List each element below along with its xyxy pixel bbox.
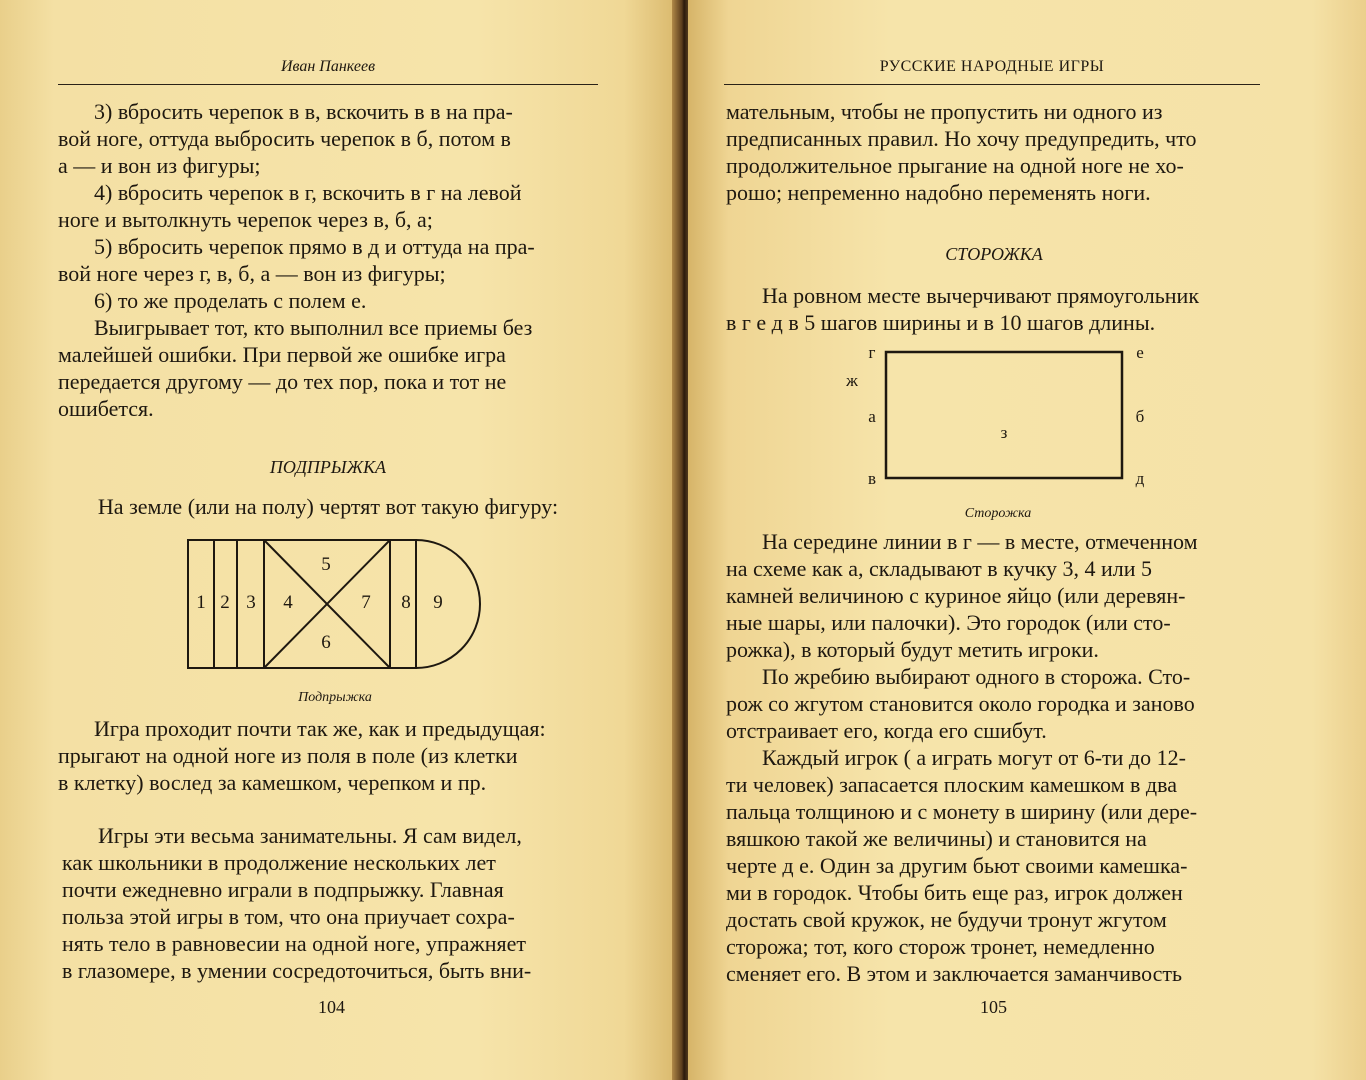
figure-arc [416,540,480,668]
text-line: ные шары, или палочки). Это городок (или сто- [726,610,1171,635]
figure-caption: Подпрыжка [298,690,372,705]
text-line: На ровном месте вычерчивают прямоугольник [762,283,1200,308]
figure-label: 1 [196,592,206,613]
figure-label: г [868,343,876,362]
text-line: рошо; непременно надобно переменять ноги. [726,180,1151,205]
storozhka-figure [848,338,1158,498]
section-heading: СТОРОЖКА [945,244,1043,264]
left-bottom-text [62,822,605,984]
figure-label: ж [846,371,858,390]
text-line: вяшкою такой же величины) и становится на [726,826,1147,851]
page-number: 105 [980,997,1007,1017]
page-number: 104 [318,997,345,1017]
text-line: пальца толщиною и с монету в ширину (или дере- [726,799,1198,824]
podpryzhka-figure [180,530,490,680]
text-line: отстраивает его, когда его сшибут. [726,718,1047,743]
text-line: ми в городок. Чтобы бить еще раз, игрок должен [726,880,1183,905]
text-line: почти ежедневно играли в подпрыжку. Главная [62,877,504,902]
text-line: рожка), в который будут метить игроки. [726,637,1099,662]
section-heading: ПОДПРЫЖКА [269,457,387,477]
right-page [688,0,1366,1080]
text-line: На земле (или на полу) чертят вот такую фигуру: [97,494,559,519]
text-line: в г е д в 5 шагов ширины и в 10 шагов длины. [726,310,1156,335]
figure-label: 3 [246,592,256,613]
text-line: достать свой кружок, не будучи тронут жгутом [726,907,1167,932]
figure-label: д [1135,469,1145,488]
figure-label: в [867,469,877,488]
right-bottom-text [726,528,1264,987]
text-line: прыгают на одной ноге из поля в поле (из клетки [58,743,518,768]
text-line: Игра проходит почти так же, как и предыдущая: [94,716,546,741]
figure-label: 7 [361,592,371,613]
text-line: вой ноге через г, в, б, а — вон из фигуры; [58,261,446,286]
text-line: Каждый игрок ( а играть могут от 6-ти до 12- [762,745,1186,770]
figure-label: 8 [401,592,411,613]
figure-label: 5 [321,554,331,575]
text-line: передается другому — до тех пор, пока и тот не [58,369,507,394]
right-running-header: РУССКИЕ НАРОДНЫЕ ИГРЫ [724,58,1260,85]
left-page [0,0,678,1080]
text-line: нять тело в равновесии на одной ноге, упражняет [62,931,527,956]
right-top-text [726,98,1262,206]
text-line: в клетку) вослед за камешком, черепком и пр. [58,770,487,795]
right-section [726,242,1262,336]
text-line: как школьники в продолжение нескольких лет [62,850,496,875]
text-line: рож со жгутом становится около городка и заново [726,691,1195,716]
text-line: сменяет его. В этом и заключается заманчивость [726,961,1183,986]
text-line: польза этой игры в том, что она приучает сохра- [62,904,515,929]
text-line: а — и вон из фигуры; [58,153,261,178]
figure-label: 2 [220,592,230,613]
text-line: По жребию выбирают одного в сторожа. Сто- [762,664,1191,689]
text-line: в глазомере, в умении сосредоточиться, быть вни- [62,958,532,983]
text-line: мательным, чтобы не пропустить ни одного из [726,99,1163,124]
text-line: сторожа; тот, кого сторож тронет, немедленно [726,934,1155,959]
text-line: малейшей ошибки. При первой же ошибке игра [58,342,506,367]
figure-outline [886,352,1122,478]
text-line: 5) вбросить черепок прямо в д и оттуда на пра- [94,234,535,259]
left-top-text [58,98,598,422]
figure-caption: Сторожка [964,506,1032,521]
figure-label: а [868,407,876,426]
text-line: 6) то же проделать с полем е. [94,288,367,313]
text-line: продолжительное прыгание на одной ноге не хо- [726,153,1184,178]
figure-label: з [1000,423,1008,442]
left-section [58,455,598,520]
text-line: камней величиною с куриное яйцо (или деревян- [726,583,1186,608]
figure-label: 9 [433,592,443,613]
text-line: 4) вбросить черепок в г, вскочить в г на левой [94,180,522,205]
text-line: ноге и вытолкнуть черепок через в, б, а; [58,207,433,232]
figure-label: 4 [283,592,293,613]
figure-label: е [1136,343,1144,362]
left-mid-text [58,715,603,796]
text-line: 3) вбросить черепок в в, вскочить в в на пра- [94,99,513,124]
text-line: на схеме как а, складывают в кучку 3, 4 или 5 [726,556,1153,581]
text-line: ти человек) запасается плоским камешком в два [726,772,1177,797]
text-line: На середине линии в г — в месте, отмеченном [762,529,1198,554]
text-line: Выигрывает тот, кто выполнил все приемы без [94,315,533,340]
text-line: предписанных правил. Но хочу предупредить, что [726,126,1197,151]
text-line: ошибется. [58,396,154,421]
text-line: черте д е. Один за другим бьют своими камешка- [726,853,1188,878]
figure-label: 6 [321,632,331,653]
left-running-header: Иван Панкеев [58,58,598,85]
text-line: вой ноге, оттуда выбросить черепок в б, потом в [58,126,511,151]
text-line: Игры эти весьма занимательны. Я сам видел, [98,823,522,848]
figure-label: б [1135,407,1145,426]
